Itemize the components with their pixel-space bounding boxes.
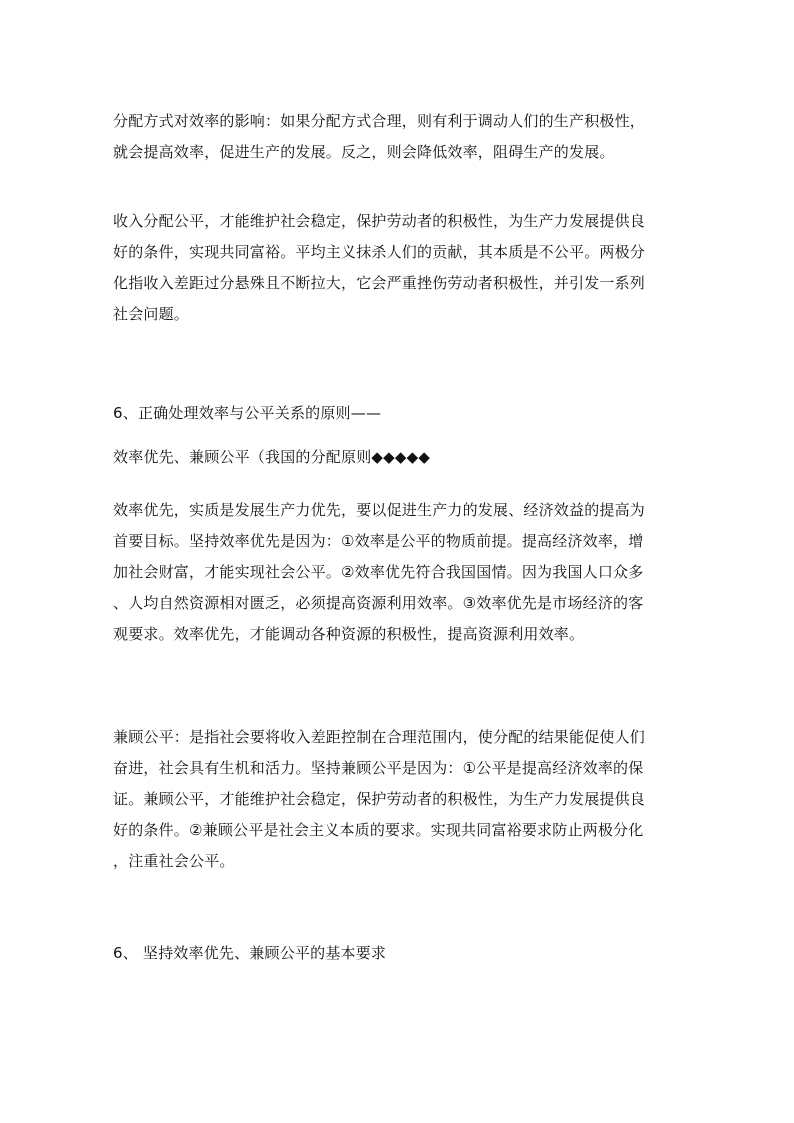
text-line: 效率优先，实质是发展生产力优先，要以促进生产力的发展、经济效益的提高为 <box>113 501 646 519</box>
text-line: 好的条件，实现共同富裕。平均主义抹杀人们的贡献，其本质是不公平。两极分 <box>113 243 646 261</box>
text-line: 兼顾公平：是指社会要将收入差距控制在合理范围内，使分配的结果能促使人们 <box>113 728 646 746</box>
text-line: 观要求。效率优先，才能调动各种资源的积极性，提高资源利用效率。 <box>113 625 585 643</box>
paragraph-efficiency-first <box>113 495 693 650</box>
text-line: 社会问题。 <box>113 305 190 323</box>
text-line: 收入分配公平，才能维护社会稳定，保护劳动者的积极性，为生产力发展提供良 <box>113 212 646 230</box>
text-line: 好的条件。②兼顾公平是社会主义本质的要求。实现共同富裕要求防止两极分化 <box>113 821 644 839</box>
text-line: 奋进，社会具有生机和活力。坚持兼顾公平是因为：①公平是提高经济效率的保 <box>113 759 644 777</box>
text-line: 首要目标。坚持效率优先是因为：①效率是公平的物质前提。提高经济效率，增 <box>113 532 644 550</box>
text-line: 、人均自然资源相对匮乏，必须提高资源利用效率。③效率优先是市场经济的客 <box>113 594 644 612</box>
paragraph-fair-distribution <box>113 206 693 330</box>
text-line: 加社会财富，才能实现社会公平。②效率优先符合我国国情。因为我国人口众多 <box>113 563 644 581</box>
heading-line: 6、 坚持效率优先、兼顾公平的基本要求 <box>113 944 387 962</box>
section-heading-principle <box>113 391 693 466</box>
text-line: ，注重社会公平。 <box>113 852 235 870</box>
text-line: 分配方式对效率的影响：如果分配方式合理，则有利于调动人们的生产积极性， <box>113 112 646 130</box>
section-heading-requirements <box>113 938 693 969</box>
text-line: 化指收入差距过分悬殊且不断拉大，它会严重挫伤劳动者积极性，并引发一系列 <box>113 274 646 292</box>
heading-line: 6、正确处理效率与公平关系的原则—— <box>113 404 382 422</box>
text-line: 就会提高效率，促进生产的发展。反之，则会降低效率，阻碍生产的发展。 <box>113 143 615 161</box>
paragraph-distribution-efficiency <box>113 106 693 168</box>
text-line: 证。兼顾公平，才能维护社会稳定，保护劳动者的积极性，为生产力发展提供良 <box>113 790 646 808</box>
paragraph-fairness-considered <box>113 722 693 877</box>
heading-line: 效率优先、兼顾公平（我国的分配原则◆◆◆◆◆ <box>113 448 431 466</box>
